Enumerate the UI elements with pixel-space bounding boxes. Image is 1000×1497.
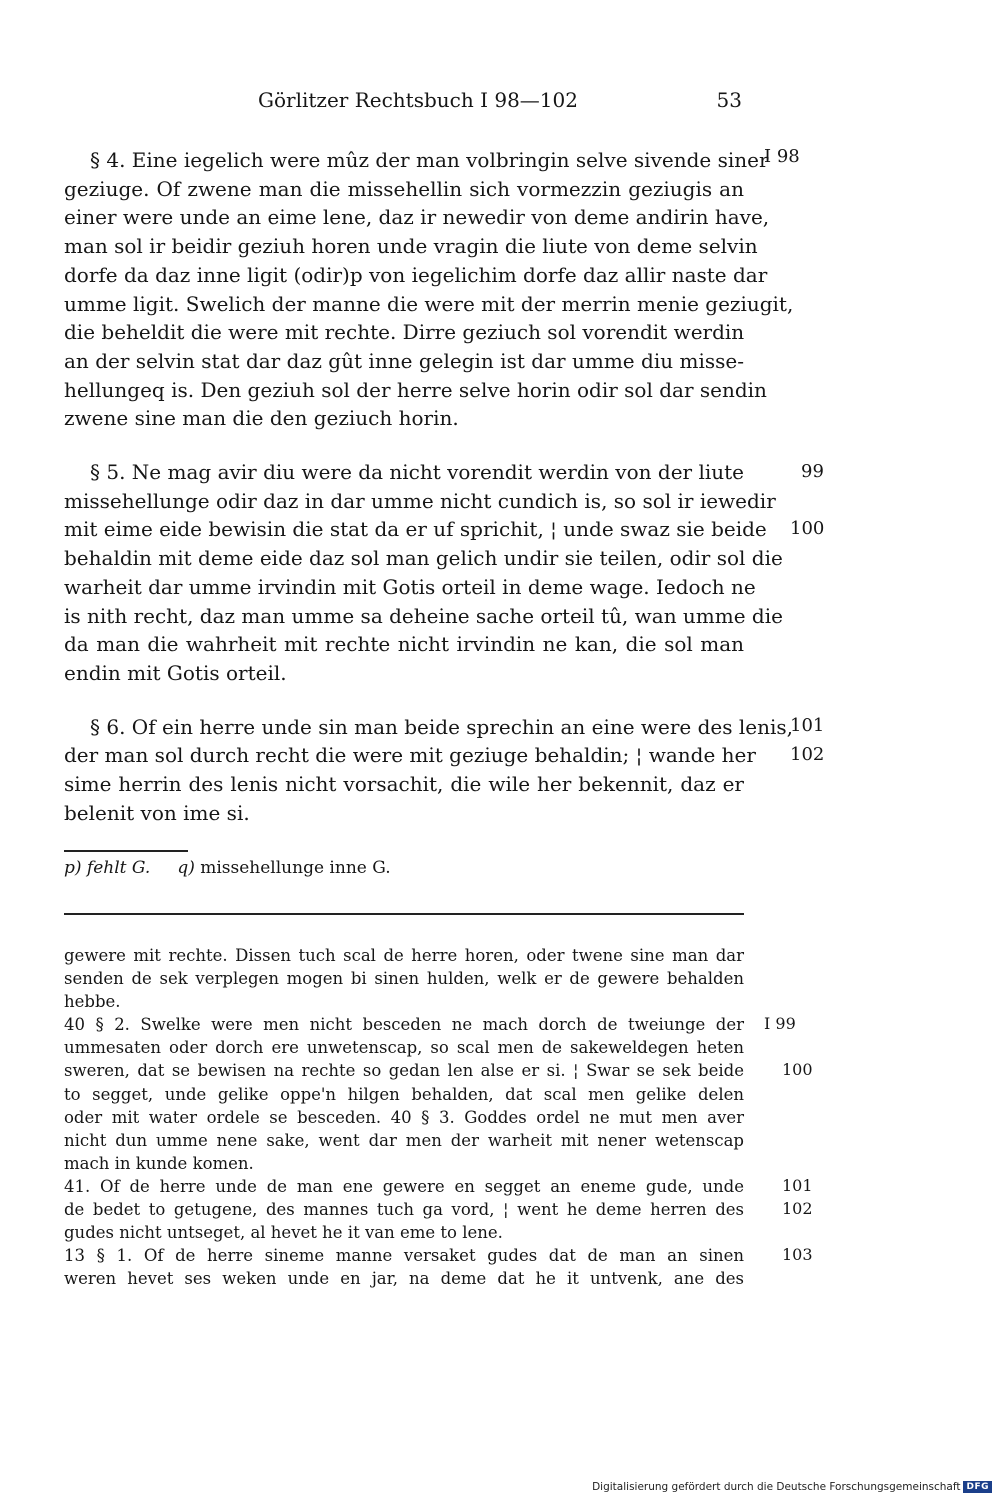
- text-line: gudes nicht untseget, al hevet he it van eme to lene.: [64, 1223, 503, 1243]
- text-line: behaldin mit deme eide daz sol man gelich undir sie teilen, odir sol die: [64, 546, 783, 571]
- text-line: warheit dar umme irvindin mit Gotis orteil in deme wage. Iedoch ne: [64, 574, 756, 599]
- footnote-rule: [64, 850, 188, 852]
- paragraph-6: [64, 713, 794, 828]
- text-line: sime herrin des lenis nicht vorsachit, die wile her bekennit, daz er: [64, 772, 744, 797]
- text-line: de bedet to getugene, des mannes tuch ga vord, ¦ went he deme herren des: [64, 1200, 744, 1220]
- running-header: [258, 88, 742, 118]
- text-line: geziuge. Of zwene man die missehellin sich vormezzin geziugis an: [64, 176, 744, 201]
- text-line: missehellunge odir daz in dar umme nicht cundich is, so sol ir iewedir: [64, 488, 776, 513]
- funding-credit: [592, 1481, 992, 1493]
- text-line: to segget, unde gelike oppe'n hilgen behalden, dat scal men gelike delen: [64, 1084, 744, 1104]
- text-line: belenit von ime si.: [64, 800, 250, 825]
- text-line: mach in kunde komen.: [64, 1153, 254, 1173]
- margin-number: 99: [801, 461, 824, 482]
- section-rule: [64, 913, 744, 915]
- text-line: endin mit Gotis orteil.: [64, 660, 287, 685]
- text-line: § 6. Of ein herre unde sin man beide sprechin an eine were des lenis,: [90, 714, 794, 739]
- margin-number: 102: [790, 744, 825, 765]
- margin-number: 103: [782, 1245, 813, 1264]
- margin-number: 100: [782, 1060, 813, 1079]
- text-line: § 4. Eine iegelich were mûz der man volbringin selve sivende siner: [90, 148, 769, 172]
- credit-text: Digitalisierung gefördert durch die Deutsche Forschungsgemeinschaft: [592, 1481, 961, 1493]
- dfg-logo: DFG: [963, 1481, 992, 1493]
- text-line: weren hevet ses weken unde en jar, na deme dat he it untvenk, ane des: [64, 1269, 744, 1289]
- margin-number: 102: [782, 1199, 813, 1218]
- text-line: 41. Of de herre unde de man ene gewere en segget an eneme gude, unde: [64, 1176, 744, 1196]
- margin-number: I 99: [764, 1014, 796, 1033]
- text-line: man sol ir beidir geziuh horen unde vragin die liute von deme selvin: [64, 234, 758, 259]
- text-line: hebbe.: [64, 992, 121, 1012]
- text-line: nicht dun umme nene sake, went dar men der warheit mit nener wetenscap: [64, 1130, 744, 1150]
- text-line: die beheldit die were mit rechte. Dirre geziuch sol vorendit werdin: [64, 320, 745, 345]
- margin-number: 101: [790, 715, 825, 736]
- page-number: 53: [716, 88, 742, 112]
- text-line: senden de sek verplegen mogen bi sinen hulden, welk er de gewere behalden: [64, 969, 744, 989]
- text-line: zwene sine man die den geziuch horin.: [64, 406, 459, 431]
- page-title: Görlitzer Rechtsbuch I 98—102: [258, 88, 578, 112]
- footnotes: [64, 858, 391, 878]
- margin-number: 100: [790, 518, 825, 539]
- text-line: hellungeq is. Den geziuh sol der herre selve horin odir sol dar sendin: [64, 377, 767, 402]
- text-line: gewere mit rechte. Dissen tuch scal de herre horen, oder twene sine man dar: [64, 946, 744, 965]
- text-line: da man die wahrheit mit rechte nicht irvindin ne kan, die sol man: [64, 632, 744, 657]
- text-line: an der selvin stat dar daz gût inne gelegin ist dar umme diu misse-: [64, 348, 744, 373]
- text-line: sweren, dat se bewisen na rechte so gedan len alse er si. ¦ Swar se sek beide: [64, 1061, 744, 1081]
- text-line: is nith recht, daz man umme sa deheine sache orteil tû, wan umme die: [64, 603, 783, 628]
- parallel-text: [64, 944, 744, 1290]
- margin-number: 101: [782, 1176, 813, 1195]
- footnote-q-label: q): [177, 858, 195, 878]
- footnote-p: p) fehlt G.: [64, 858, 151, 878]
- text-line: dorfe da daz inne ligit (odir)p von iegelichim dorfe daz allir naste dar: [64, 262, 768, 287]
- text-line: einer were unde an eime lene, daz ir newedir von deme andirin have,: [64, 205, 770, 230]
- margin-number: I 98: [764, 146, 800, 167]
- text-line: ummesaten oder dorch ere unwetenscap, so scal men de sakeweldegen heten: [64, 1038, 744, 1058]
- text-line: oder mit water ordele se besceden. 40 § 3. Goddes ordel ne mut men aver: [64, 1107, 744, 1127]
- paragraph-5: [64, 458, 783, 688]
- text-line: 13 § 1. Of de herre sineme manne versaket gudes dat de man an sinen: [64, 1246, 744, 1266]
- footnote-q-text: missehellunge inne G.: [200, 858, 391, 878]
- text-line: mit eime eide bewisin die stat da er uf sprichit, ¦ unde swaz sie beide: [64, 517, 767, 542]
- text-line: 40 § 2. Swelke were men nicht besceden ne mach dorch de tweiunge der: [64, 1015, 744, 1035]
- text-line: § 5. Ne mag avir diu were da nicht vorendit werdin von der liute: [90, 460, 744, 485]
- text-line: der man sol durch recht die were mit geziuge behaldin; ¦ wande her: [64, 743, 756, 768]
- text-line: umme ligit. Swelich der manne die were mit der merrin menie geziugit,: [64, 291, 794, 316]
